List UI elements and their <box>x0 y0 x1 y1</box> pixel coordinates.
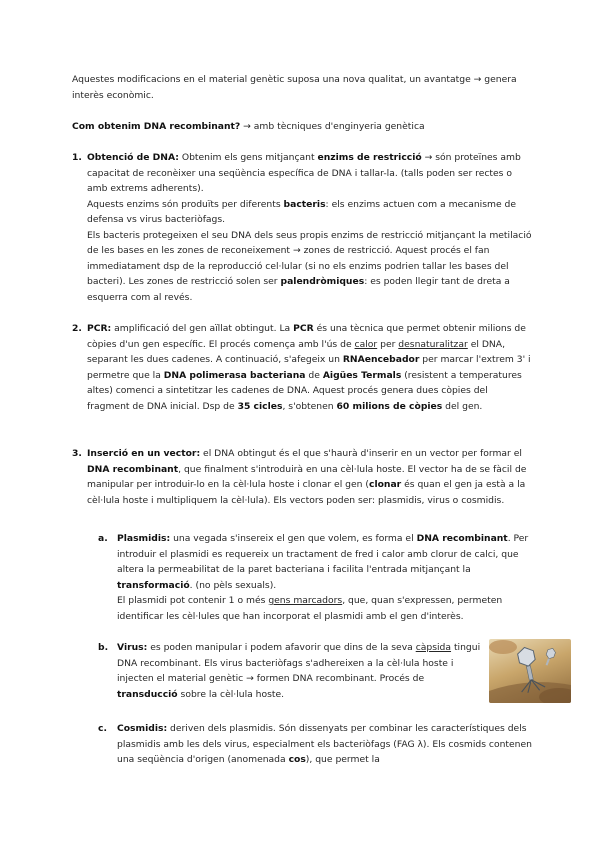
intro-paragraph: Aquestes modificacions en el material genètic suposa una nova qualitat, un avantatge → genera interès econòmic. <box>72 74 517 101</box>
step-1-paragraph-3: Els bacteris protegeixen el seu DNA dels seus propis enzims de restricció mitjançant la metilació de les bases en les zones de reconeixement → zones de restricció. Aquest procés el fan immediatament dsp de la reproducció cel·lular (si no els enzims podrien tallar les bases del bacteri). Les zones de restricció solen ser palendròmiques: es poden llegir tant de dreta a esquerra com al revés. <box>87 229 532 303</box>
subitem-letter-b: b. <box>98 642 109 653</box>
subitem-c-body: Cosmidis: deriven dels plasmidis. Són dissenyats per combinar les característiques dels plasmidis amb les dels virus, especialment els bacteriòfags (FAG λ). Els cosmids contenen una seqüència d'origen (anomenada cos), que permet la <box>117 723 532 765</box>
bacteriophage-illustration <box>489 639 571 703</box>
step-1-paragraph-1: Obtenció de DNA: Obtenim els gens mitjançant enzims de restricció → són proteïnes amb capacitat de reconèixer una seqüència específica de DNA i tallar-la. (talls poden ser rectes o amb extrems adherents). <box>87 152 521 194</box>
step-1-body <box>87 150 533 305</box>
subitem-a-body <box>117 531 532 624</box>
subitem-letter-c: c. <box>98 723 107 734</box>
step-2-body: PCR: amplificació del gen aïllat obtingut. La PCR és una tècnica que permet obtenir milions de còpies d'un gen específic. El procés comença amb l'ús de calor per desnaturalitzar el DNA, separant les dues cadenes. A continuació, s'afegeix un RNAencebador per marcar l'extrem 3' i permetre que la DNA polimerasa bacteriana de Aigües Termals (resistent a temperatures altes) comenci a sintetitzar les cadenes de DNA. Aquest procés genera dues còpies del fragment de DNA inicial. Dsp de 35 cicles, s'obtenen 60 milions de còpies del gen. <box>87 323 531 412</box>
step-1-paragraph-2: Aquests enzims són produïts per diferents bacteris: els enzims actuen com a mecanisme de defensa vs virus bacteriòfags. <box>87 198 517 225</box>
subitem-letter-a: a. <box>98 533 108 544</box>
step-3-body: Inserció en un vector: el DNA obtingut és el que s'haurà d'inserir en un vector per formar el DNA recombinant, que finalment s'introduirà en una cèl·lula hoste. El vector ha de se fàcil de manipular per introduir-lo en la cèl·lula hoste i clonar el gen (clonar és quan el gen ja està a la cèl·lula hoste i multipliquem la cèl·lula). Els vectors poden ser: plasmidis, virus o cosmidis. <box>87 448 527 506</box>
step-number-2: 2. <box>72 323 82 334</box>
subitem-a-paragraph-2: El plasmidi pot contenir 1 o més gens marcadors, que, quan s'expressen, permeten identificar les cèl·lules que han incorporat el plasmidi amb el gen d'interès. <box>117 595 503 622</box>
bacteriophage-image <box>489 639 571 703</box>
step-number-1: 1. <box>72 152 82 163</box>
step-number-3: 3. <box>72 448 82 459</box>
subitem-a-paragraph-1: Plasmidis: una vegada s'insereix el gen que volem, es forma el DNA recombinant. Per introduir el plasmidi es requereix un tractament de fred i calor amb clorur de calci, que altera la permeabilitat de la paret bacteriana i facilita l'entrada mitjançant la transformació. (no pèls sexuals). <box>117 533 529 591</box>
subitem-b-body: Virus: es poden manipular i podem afavorir que dins de la seva càpsida tingui DNA recombinant. Els virus bacteriòfags s'adhereixen a la cèl·lula hoste i injecten el material genètic → formen DNA recombinant. Procés de transducció sobre la cèl·lula hoste. <box>117 642 481 700</box>
question-line: Com obtenim DNA recombinant? → amb tècniques d'enginyeria genètica <box>72 121 425 132</box>
